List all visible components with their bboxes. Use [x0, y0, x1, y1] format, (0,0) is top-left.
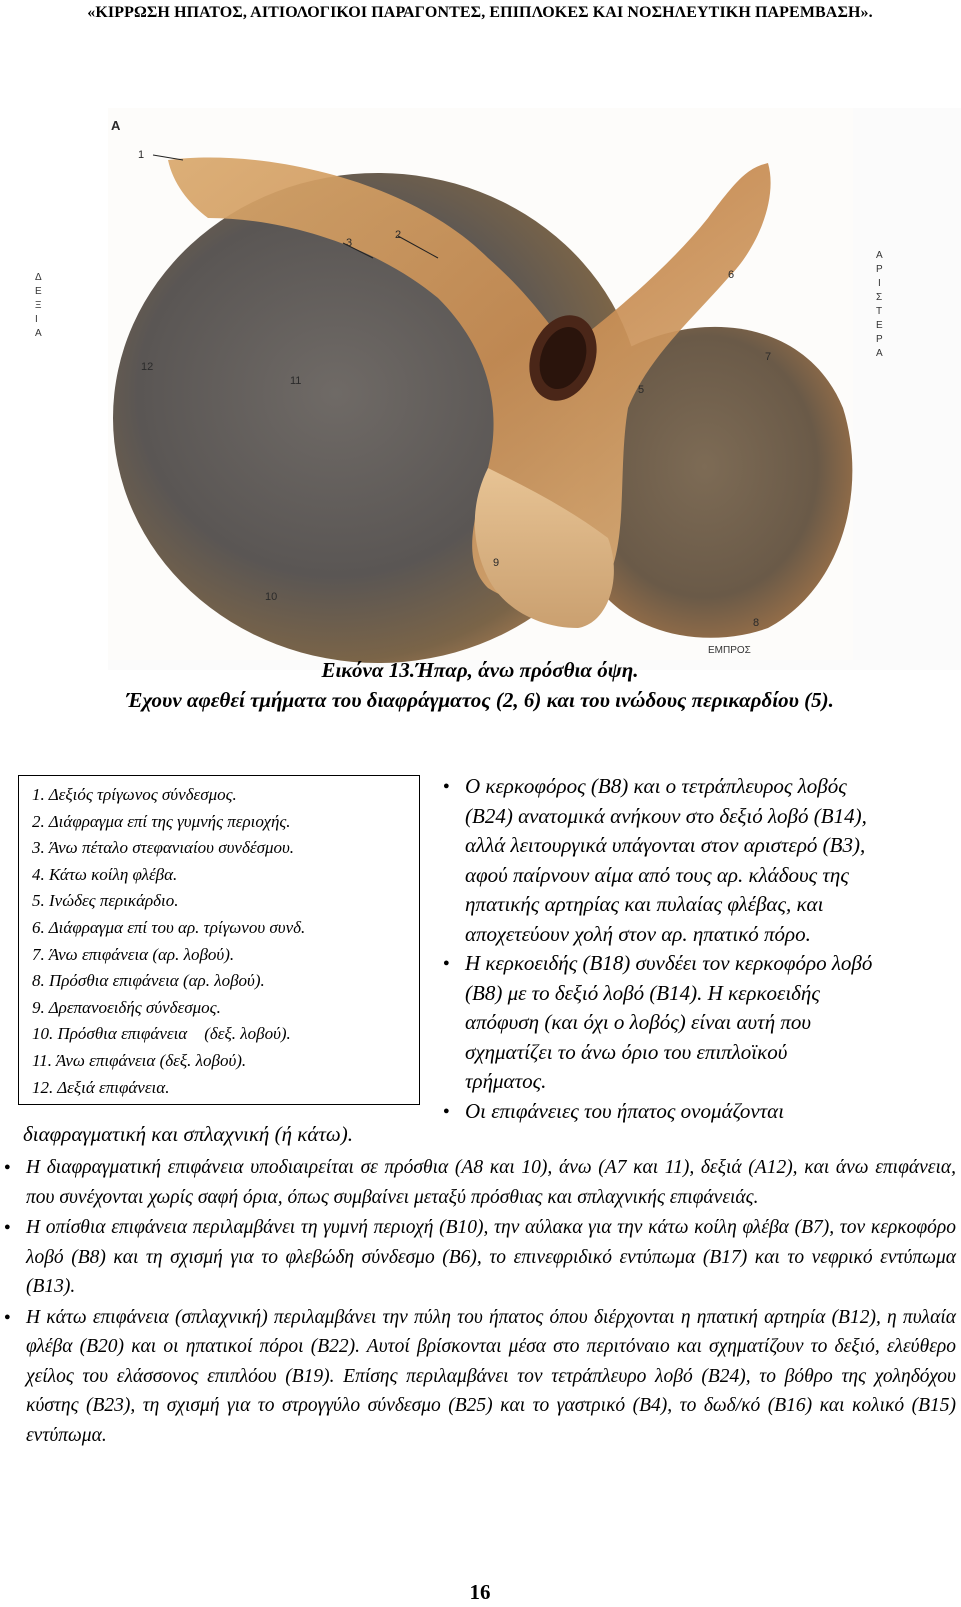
liver-anatomy-figure	[35, 108, 961, 670]
liver-illustration	[35, 108, 961, 670]
label-6: 6	[728, 269, 735, 281]
label-5: 5	[638, 384, 645, 396]
svg-text:Τ: Τ	[876, 306, 883, 317]
panel-letter: A	[111, 118, 121, 133]
running-header: «ΚΙΡΡΩΣΗ ΗΠΑΤΟΣ, ΑΙΤΙΟΛΟΓΙΚΟΙ ΠΑΡΑΓΟΝΤΕΣ, ΕΠΙΠΛΟΚΕΣ ΚΑΙ ΝΟΣΗΛΕΥΤΙΚΗ ΠΑΡΕΜΒΑΣΗ».	[87, 4, 873, 21]
svg-text:Ε: Ε	[876, 320, 883, 331]
full-bullet-list	[4, 1153, 956, 1451]
svg-text:Α: Α	[876, 250, 883, 261]
svg-text:Σ: Σ	[876, 292, 883, 303]
svg-text:Ρ: Ρ	[876, 334, 883, 345]
bullet-caudate-lobe: ● Ο κερκοφόρος (Β8) και ο τετράπλευρος λοβός (Β24) ανατομικά ανήκουν στο δεξιό λοβό (Β14), αλλά λειτουργικά υπάγονται στον αριστερό (Β3), αφού παίρνουν αίμα από τους αρ. κλάδους της ηπατικής αρτηρίας και πυλαίας φλέβας, και αποχετεύουν χολή στον αρ. ηπατικό πόρο.	[443, 772, 958, 949]
legend-item: 6. Διάφραγμα επί του αρ. τρίγωνου συνδ.	[32, 917, 306, 937]
label-12: 12	[141, 361, 154, 373]
label-8: 8	[753, 617, 760, 629]
label-10: 10	[265, 591, 278, 603]
label-7: 7	[765, 351, 772, 363]
side-label-right	[35, 272, 42, 339]
surfaces-continuation: διαφραγματική και σπλαχνική (ή κάτω).	[23, 1122, 353, 1146]
svg-text:Α: Α	[35, 328, 42, 339]
legend-item: 3. Άνω πέταλο στεφανιαίου συνδέσμου.	[32, 838, 295, 858]
svg-text:Ι: Ι	[35, 314, 38, 325]
legend-item: 9. Δρεπανοειδής σύνδεσμος.	[32, 997, 221, 1017]
figure-legend-box	[18, 775, 420, 1105]
svg-text:Α: Α	[876, 348, 883, 359]
label-11: 11	[290, 375, 302, 387]
bullet-posterior-surface: ● Η οπίσθια επιφάνεια περιλαμβάνει τη γυμνή περιοχή (Β10), την αύλακα για την κάτω κοίλη φλέβα (Β7), τον κερκοφόρο λοβό (Β8) και τη σχισμή για το φλεβώδη σύνδεσμο (Β6), το επινεφριδικό εντύπωμα (Β17) και το νεφρικό εντύπωμα (Β13).	[4, 1213, 956, 1302]
svg-text:Ξ: Ξ	[35, 300, 42, 311]
bullet-diaphragmatic-surface: ● Η διαφραγματική επιφάνεια υποδιαιρείται σε πρόσθια (Α8 και 10), άνω (Α7 και 11), δεξιά (Α12), και άνω επιφάνεια, που συνέχονται χωρίς σαφή όρια, όπως συμβαίνει μεταξύ πρόσθιας και σπλαχνικής επιφάνειάς.	[4, 1153, 956, 1212]
legend-item: 7. Άνω επιφάνεια (αρ. λοβού).	[32, 944, 235, 964]
figure-caption-line1: Εικόνα 13.Ήπαρ, άνω πρόσθια όψη.	[321, 658, 639, 682]
bottom-label: ΕΜΠΡΟΣ	[708, 645, 751, 656]
label-1: 1	[138, 149, 145, 161]
figure-caption-line2: Έχουν αφεθεί τμήματα του διαφράγματος (2, 6) και του ινώδους περικαρδίου (5).	[126, 688, 834, 712]
bullet-caudate-process: ● Η κερκοειδής (Β18) συνδέει τον κερκοφόρο λοβό (Β8) με το δεξιό λοβό (Β14). Η κερκοειδής απόφυση (και όχι ο λοβός) είναι αυτή που σχηματίζει το άνω όριο του επιπλοϊκού τρήματος.	[443, 949, 958, 1097]
legend-item: 5. Ινώδες περικάρδιο.	[32, 891, 179, 911]
right-bullet-list	[443, 772, 958, 1126]
legend-item: 12. Δεξιά επιφάνεια.	[32, 1077, 170, 1097]
legend-item: 1. Δεξιός τρίγωνος σύνδεσμος.	[32, 785, 237, 804]
label-9: 9	[493, 557, 500, 569]
legend-item: 2. Διάφραγμα επί της γυμνής περιοχής.	[32, 811, 291, 831]
legend-item: 11. Άνω επιφάνεια (δεξ. λοβού).	[32, 1050, 247, 1070]
svg-text:Ρ: Ρ	[876, 264, 883, 275]
legend-item: 4. Κάτω κοίλη φλέβα.	[32, 864, 178, 884]
bullet-visceral-surface: ● Η κάτω επιφάνεια (σπλαχνική) περιλαμβάνει την πύλη του ήπατος όπου διέρχονται η ηπατική αρτηρία (Β12), η πυλαία φλέβα (Β20) και οι ηπατικοί πόροι (Β22). Αυτοί βρίσκονται μέσα στο περιτόναιο και σχηματίζουν το δεξιό, ελεύθερο χείλος του ελάσσονος επιπλόου (Β19). Επίσης περιλαμβάνει τον τετράπλευρο λοβό (Β24), το βόθρο της χοληδόχου κύστης (Β23), τη σχισμή για το στρογγύλο σύνδεσμο (Β25) και το γαστρικό (Β4), το δωδ/κό (Β16) και κολικό (Β15) εντύπωμα.	[4, 1303, 956, 1451]
label-3: 3	[346, 237, 353, 249]
svg-text:Δ: Δ	[35, 272, 42, 283]
label-2: 2	[395, 229, 402, 241]
legend-item: 10. Πρόσθια επιφάνεια (δεξ. λοβού).	[32, 1024, 291, 1044]
legend-item: 8. Πρόσθια επιφάνεια (αρ. λοβού).	[32, 971, 265, 991]
svg-text:Ε: Ε	[35, 286, 42, 297]
bullet-surfaces: ● Οι επιφάνειες του ήπατος ονομάζονται	[443, 1097, 958, 1127]
page-number: 16	[469, 1580, 491, 1604]
svg-text:Ι: Ι	[878, 278, 881, 289]
